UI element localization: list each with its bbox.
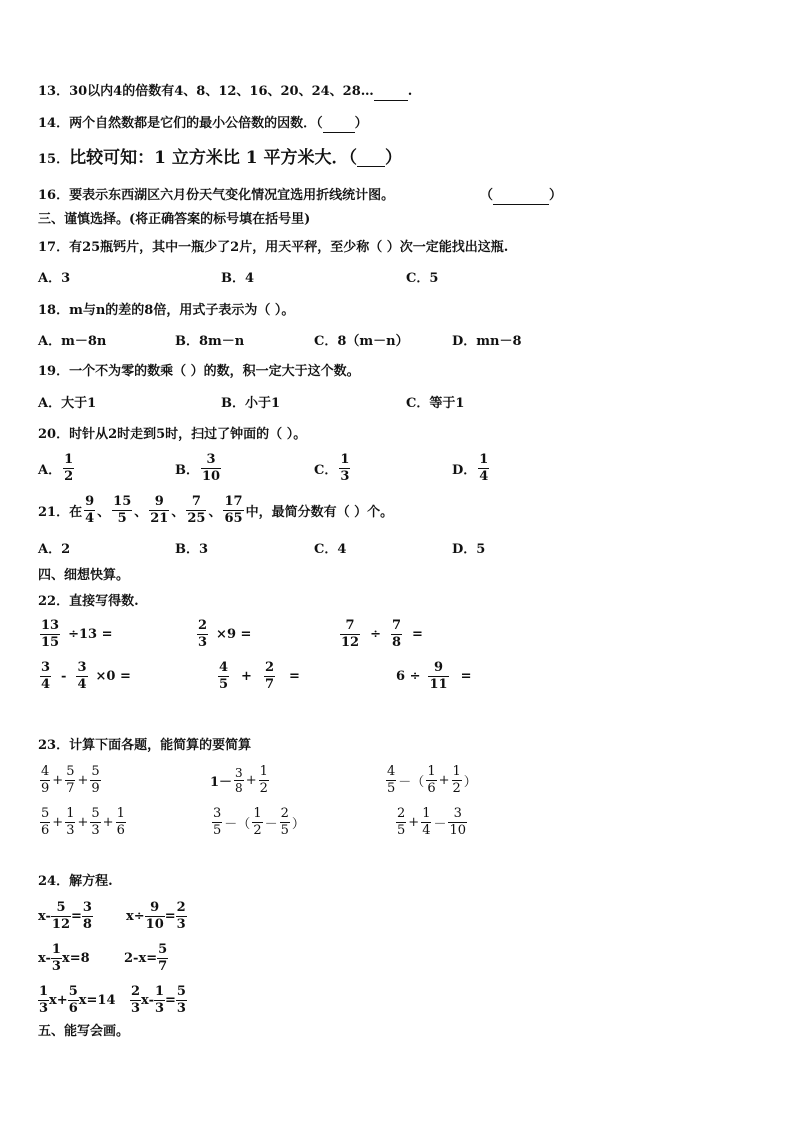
q21-fraction-3: $\frac{9}{21}$ [150,494,169,526]
q24-eq-1: x- $\frac{5}{12}$ = $\frac{3}{8}$ [38,900,92,932]
q16-answer-blank[interactable] [493,188,549,205]
q23-title: 23．计算下面各题，能简算的要简算 [38,738,252,753]
q19-option-c[interactable]: C．等于1 [406,396,465,411]
q15-end: ） [385,148,403,168]
q13-end: . [407,84,413,99]
question-13 [38,84,412,101]
q20-d-label: D． [452,463,477,478]
q17-option-c[interactable]: C．5 [406,271,439,286]
q21-option-b[interactable]: B．3 [175,542,209,557]
q24-eq-2: x÷ $\frac{9}{10}$ = $\frac{2}{3}$ [126,900,186,932]
q20-a-fraction: $\frac{1}{2}$ [64,452,74,484]
q21-fraction-1: $\frac{9}{4}$ [85,494,95,526]
q20-b-fraction: $\frac{3}{10}$ [202,452,221,484]
q23-expr-3: $\frac{4}{5}$ － （ $\frac{1}{6}$ + $\frac{1}{2}$ ） [387,764,477,796]
q16-paren [480,188,562,205]
q21-stem [38,494,393,527]
question-15 [38,150,402,168]
q18-option-b[interactable]: B．8m－n [175,334,245,349]
q19-stem: 19．一个不为零的数乘（ ）的数，积一定大于这个数。 [38,364,360,379]
q21-pre: 21．在 [38,505,83,520]
q22-expr-5: $\frac{4}{5}$ + $\frac{2}{7}$ = [219,660,300,692]
q24-eq-6: $\frac{2}{3}$ x- $\frac{1}{3}$ = $\frac{5}{3}$ [131,984,186,1016]
question-16 [38,188,394,204]
q22-expr-6: 6 ÷ $\frac{9}{11}$ = [396,660,472,692]
q16-paren-open: （ [480,188,494,203]
q21-sep: 、 [134,505,148,520]
section-5-heading: 五、能写会画。 [38,1024,130,1039]
q16-text: 16．要表示东西湖区六月份天气变化情况宜选用折线统计图。 [38,188,395,203]
q21-option-a[interactable]: A．2 [38,542,71,557]
q13-text: 13．30以内4的倍数有4、8、12、16、20、24、28… [38,84,374,99]
q20-option-d[interactable] [452,452,491,485]
q18-stem: 18．m与n的差的8倍，用式子表示为（ ）。 [38,303,295,318]
q23-expr-2: 1－ $\frac{3}{8}$ + $\frac{1}{2}$ [210,764,268,796]
q22-title: 22．直接写得数. [38,594,139,609]
q17-option-b[interactable]: B．4 [221,271,255,286]
section-4-heading: 四、细想快算。 [38,568,130,583]
q20-c-fraction: $\frac{1}{3}$ [340,452,350,484]
q23-expr-5: $\frac{3}{5}$ － （ $\frac{1}{2}$ － $\frac{2}{5}$ ） [213,806,305,838]
q21-post: 中，最简分数有（ ）个。 [245,505,394,520]
q14-text: 14．两个自然数都是它们的最小公倍数的因数．（ [38,116,323,131]
q17-option-a[interactable]: A．3 [38,271,71,286]
q16-paren-close: ） [549,188,563,203]
q15-num: 15． [38,152,70,167]
q23-expr-4: $\frac{5}{6}$ + $\frac{1}{3}$ + $\frac{5}{3}$ + $\frac{1}{6}$ [41,806,125,838]
question-14 [38,116,368,133]
q22-expr-2: $\frac{2}{3}$ ×9 = [198,618,252,650]
q20-b-label: B． [175,463,199,478]
q21-sep: 、 [97,505,111,520]
q17-stem: 17．有25瓶钙片，其中一瓶少了2片，用天平秤，至少称（ ）次一定能找出这瓶. [38,240,509,255]
q21-sep: 、 [208,505,222,520]
q20-option-b[interactable] [175,452,223,485]
q21-fraction-5: $\frac{17}{65}$ [224,494,243,526]
q18-option-d[interactable]: D．mn－8 [452,334,522,349]
q22-expr-4: $\frac{3}{4}$ - $\frac{3}{4}$ ×0 = [41,660,131,692]
q24-title: 24．解方程. [38,874,113,889]
q21-option-c[interactable]: C．4 [314,542,347,557]
q20-d-fraction: $\frac{1}{4}$ [479,452,489,484]
q22-expr-3: $\frac{7}{12}$ ÷ $\frac{7}{8}$ = [341,618,423,650]
q14-end: ） [354,116,368,131]
q24-eq-4: 2-x= $\frac{5}{7}$ [124,942,168,974]
q24-eq-3: x- $\frac{1}{3}$ x=8 [38,942,90,974]
q21-option-d[interactable]: D．5 [452,542,486,557]
q20-c-label: C． [314,463,338,478]
q20-option-c[interactable] [314,452,352,485]
q21-sep: 、 [171,505,185,520]
q20-stem: 20．时针从2时走到5时，扫过了钟面的（ ）。 [38,427,307,442]
q18-option-a[interactable]: A．m－8n [38,334,107,349]
section-3-heading: 三、谨慎选择。(将正确答案的标号填在括号里) [38,212,311,227]
q14-answer-blank[interactable] [323,116,355,133]
q19-option-b[interactable]: B．小于1 [221,396,281,411]
q20-a-label: A． [38,463,62,478]
q24-eq-5: $\frac{1}{3}$ x+ $\frac{5}{6}$ x=14 [39,984,116,1016]
q15-answer-blank[interactable] [357,150,385,167]
q13-answer-blank[interactable] [374,84,408,101]
q15-text: 比较可知：1 立方米比 1 平方米大．（ [69,148,358,168]
q20-option-a[interactable] [38,452,76,485]
q21-fraction-2: $\frac{15}{5}$ [113,494,132,526]
q23-expr-6: $\frac{2}{5}$ + $\frac{1}{4}$ － $\frac{3}{10}$ [397,806,467,838]
q22-expr-1: $\frac{13}{15}$ ÷13 = [41,618,113,650]
q23-expr-1: $\frac{4}{9}$ + $\frac{5}{7}$ + $\frac{5}{9}$ [41,764,100,796]
q19-option-a[interactable]: A．大于1 [38,396,97,411]
q21-fraction-4: $\frac{7}{25}$ [187,494,206,526]
q18-option-c[interactable]: C．8（m－n） [314,334,409,349]
